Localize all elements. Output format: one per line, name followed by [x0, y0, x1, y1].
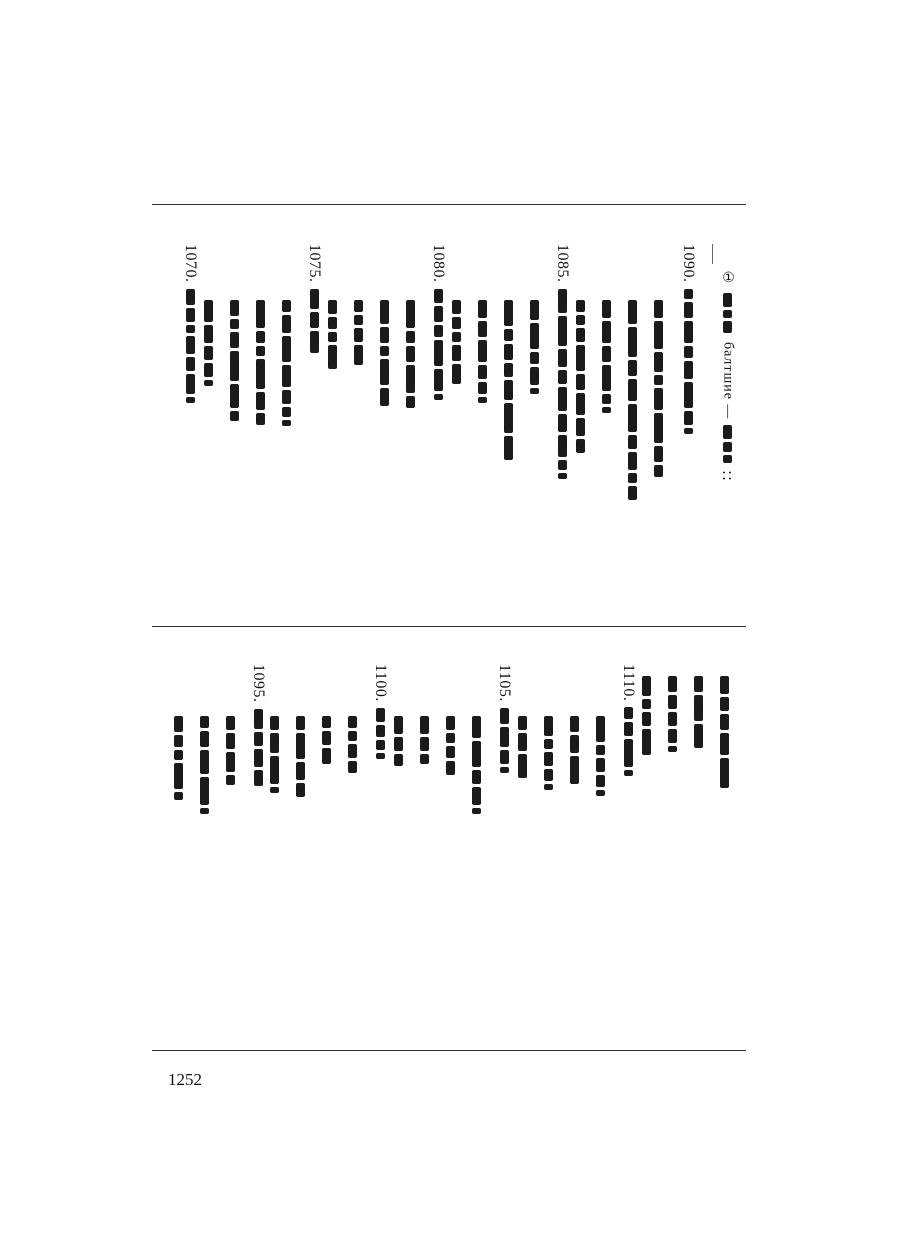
- mongolian-script-line: [576, 300, 585, 456]
- verse-column: [406, 300, 415, 411]
- mongolian-script-line: [310, 289, 319, 356]
- verse-column: [576, 300, 585, 456]
- line-number: 1105.: [496, 664, 513, 702]
- verse-column: [720, 676, 729, 791]
- footnote-separator: [712, 244, 713, 264]
- verse-column: [478, 300, 487, 406]
- line-number: 1110.: [620, 664, 637, 702]
- verse-column: [282, 300, 291, 429]
- line-number: 1100.: [372, 664, 389, 702]
- mongolian-script-line: [282, 300, 291, 429]
- mongolian-script-line: [406, 300, 415, 411]
- mongolian-script-line: [174, 716, 183, 803]
- page-number: 1252: [168, 1070, 202, 1089]
- verse-column: [530, 300, 539, 397]
- verse-column-1105: [496, 664, 512, 776]
- mongolian-script-line: [694, 676, 703, 751]
- mongolian-script-line: [380, 300, 389, 409]
- verse-column-1080: [430, 244, 446, 403]
- mongolian-script-line: [434, 289, 443, 403]
- mongolian-script-line: [270, 716, 279, 796]
- line-number: 1095.: [250, 664, 267, 703]
- verse-column: [322, 716, 331, 767]
- verse-column: [446, 716, 455, 778]
- mongolian-script-line: [668, 676, 677, 755]
- mongolian-script-line: [348, 716, 357, 776]
- verse-column-1070: [182, 244, 198, 406]
- mongolian-script-line: [602, 300, 611, 416]
- mongolian-script-line: [530, 300, 539, 397]
- verse-column: [570, 716, 579, 787]
- mongolian-script-line: [226, 716, 235, 788]
- mongolian-script-line: [200, 716, 209, 817]
- verse-column: [452, 300, 461, 387]
- footnote-end-mark: ::: [719, 470, 737, 483]
- mongolian-script-line: [654, 300, 663, 480]
- verse-column: [628, 300, 637, 503]
- verse-column-1100: [372, 664, 388, 762]
- mongolian-script-line: [500, 708, 509, 776]
- verse-column: [328, 300, 337, 372]
- mongolian-script-line: [723, 293, 732, 336]
- mongolian-script-line: [230, 300, 239, 424]
- mongolian-script-line: [720, 676, 729, 791]
- middle-rule: [152, 626, 746, 627]
- verse-column: [226, 716, 235, 788]
- verse-column: [694, 676, 703, 751]
- mongolian-script-line: [394, 716, 403, 769]
- verse-column: [354, 300, 363, 368]
- verse-column: [504, 300, 513, 463]
- verse-column-1090: [680, 244, 696, 437]
- mongolian-script-line: [186, 289, 195, 406]
- verse-column: [394, 716, 403, 769]
- mongolian-script-line: [256, 300, 265, 428]
- line-number: 1070.: [182, 244, 199, 283]
- verse-column: [174, 716, 183, 803]
- line-number: 1085.: [554, 244, 571, 283]
- mongolian-script-line: [472, 716, 481, 817]
- mongolian-script-line: [328, 300, 337, 372]
- mongolian-script-line: [446, 716, 455, 778]
- mongolian-script-line: [296, 716, 305, 800]
- verse-column: [654, 300, 663, 480]
- verse-column: [420, 716, 429, 767]
- mongolian-script-line: [628, 300, 637, 503]
- mongolian-script-line: [452, 300, 461, 387]
- verse-column-1085: [554, 244, 570, 482]
- mongolian-script-line: [642, 676, 651, 758]
- verse-column: [642, 676, 651, 758]
- mongolian-script-line: [478, 300, 487, 406]
- mongolian-script-line: [376, 708, 385, 762]
- verse-column: [296, 716, 305, 800]
- mongolian-script-line: [558, 289, 567, 482]
- top-rule: [152, 204, 746, 205]
- verse-column: [230, 300, 239, 424]
- verse-column-1075: [306, 244, 322, 356]
- footnote-column: [720, 270, 735, 483]
- verse-column: [270, 716, 279, 796]
- line-number: 1075.: [306, 244, 323, 283]
- mongolian-script-line: [504, 300, 513, 463]
- mongolian-script-line: [684, 289, 693, 437]
- mongolian-script-line: [420, 716, 429, 767]
- verse-column: [256, 300, 265, 428]
- verse-column: [518, 716, 527, 781]
- verse-column: [544, 716, 553, 793]
- mongolian-script-line: [322, 716, 331, 767]
- line-number: 1090.: [680, 244, 697, 283]
- mongolian-script-line: [596, 716, 605, 799]
- footnote-marker: ①: [720, 270, 736, 287]
- footnote-latin-text: бaлтшие —: [720, 342, 736, 420]
- mongolian-script-line: [354, 300, 363, 368]
- verse-column-1095: [250, 664, 266, 789]
- verse-column: [200, 716, 209, 817]
- verse-column: [204, 300, 213, 389]
- bottom-rule: [152, 1050, 746, 1051]
- verse-column: [380, 300, 389, 409]
- verse-column: [602, 300, 611, 416]
- mongolian-script-line: [254, 709, 263, 789]
- mongolian-script-line: [723, 425, 732, 466]
- mongolian-script-line: [204, 300, 213, 389]
- verse-column: [472, 716, 481, 817]
- mongolian-script-line: [570, 716, 579, 787]
- verse-column: [348, 716, 357, 776]
- mongolian-script-line: [544, 716, 553, 793]
- line-number: 1080.: [430, 244, 447, 283]
- verse-column-1110: [620, 664, 636, 779]
- mongolian-script-line: [518, 716, 527, 781]
- mongolian-script-line: [624, 707, 633, 779]
- verse-column: [668, 676, 677, 755]
- verse-column: [596, 716, 605, 799]
